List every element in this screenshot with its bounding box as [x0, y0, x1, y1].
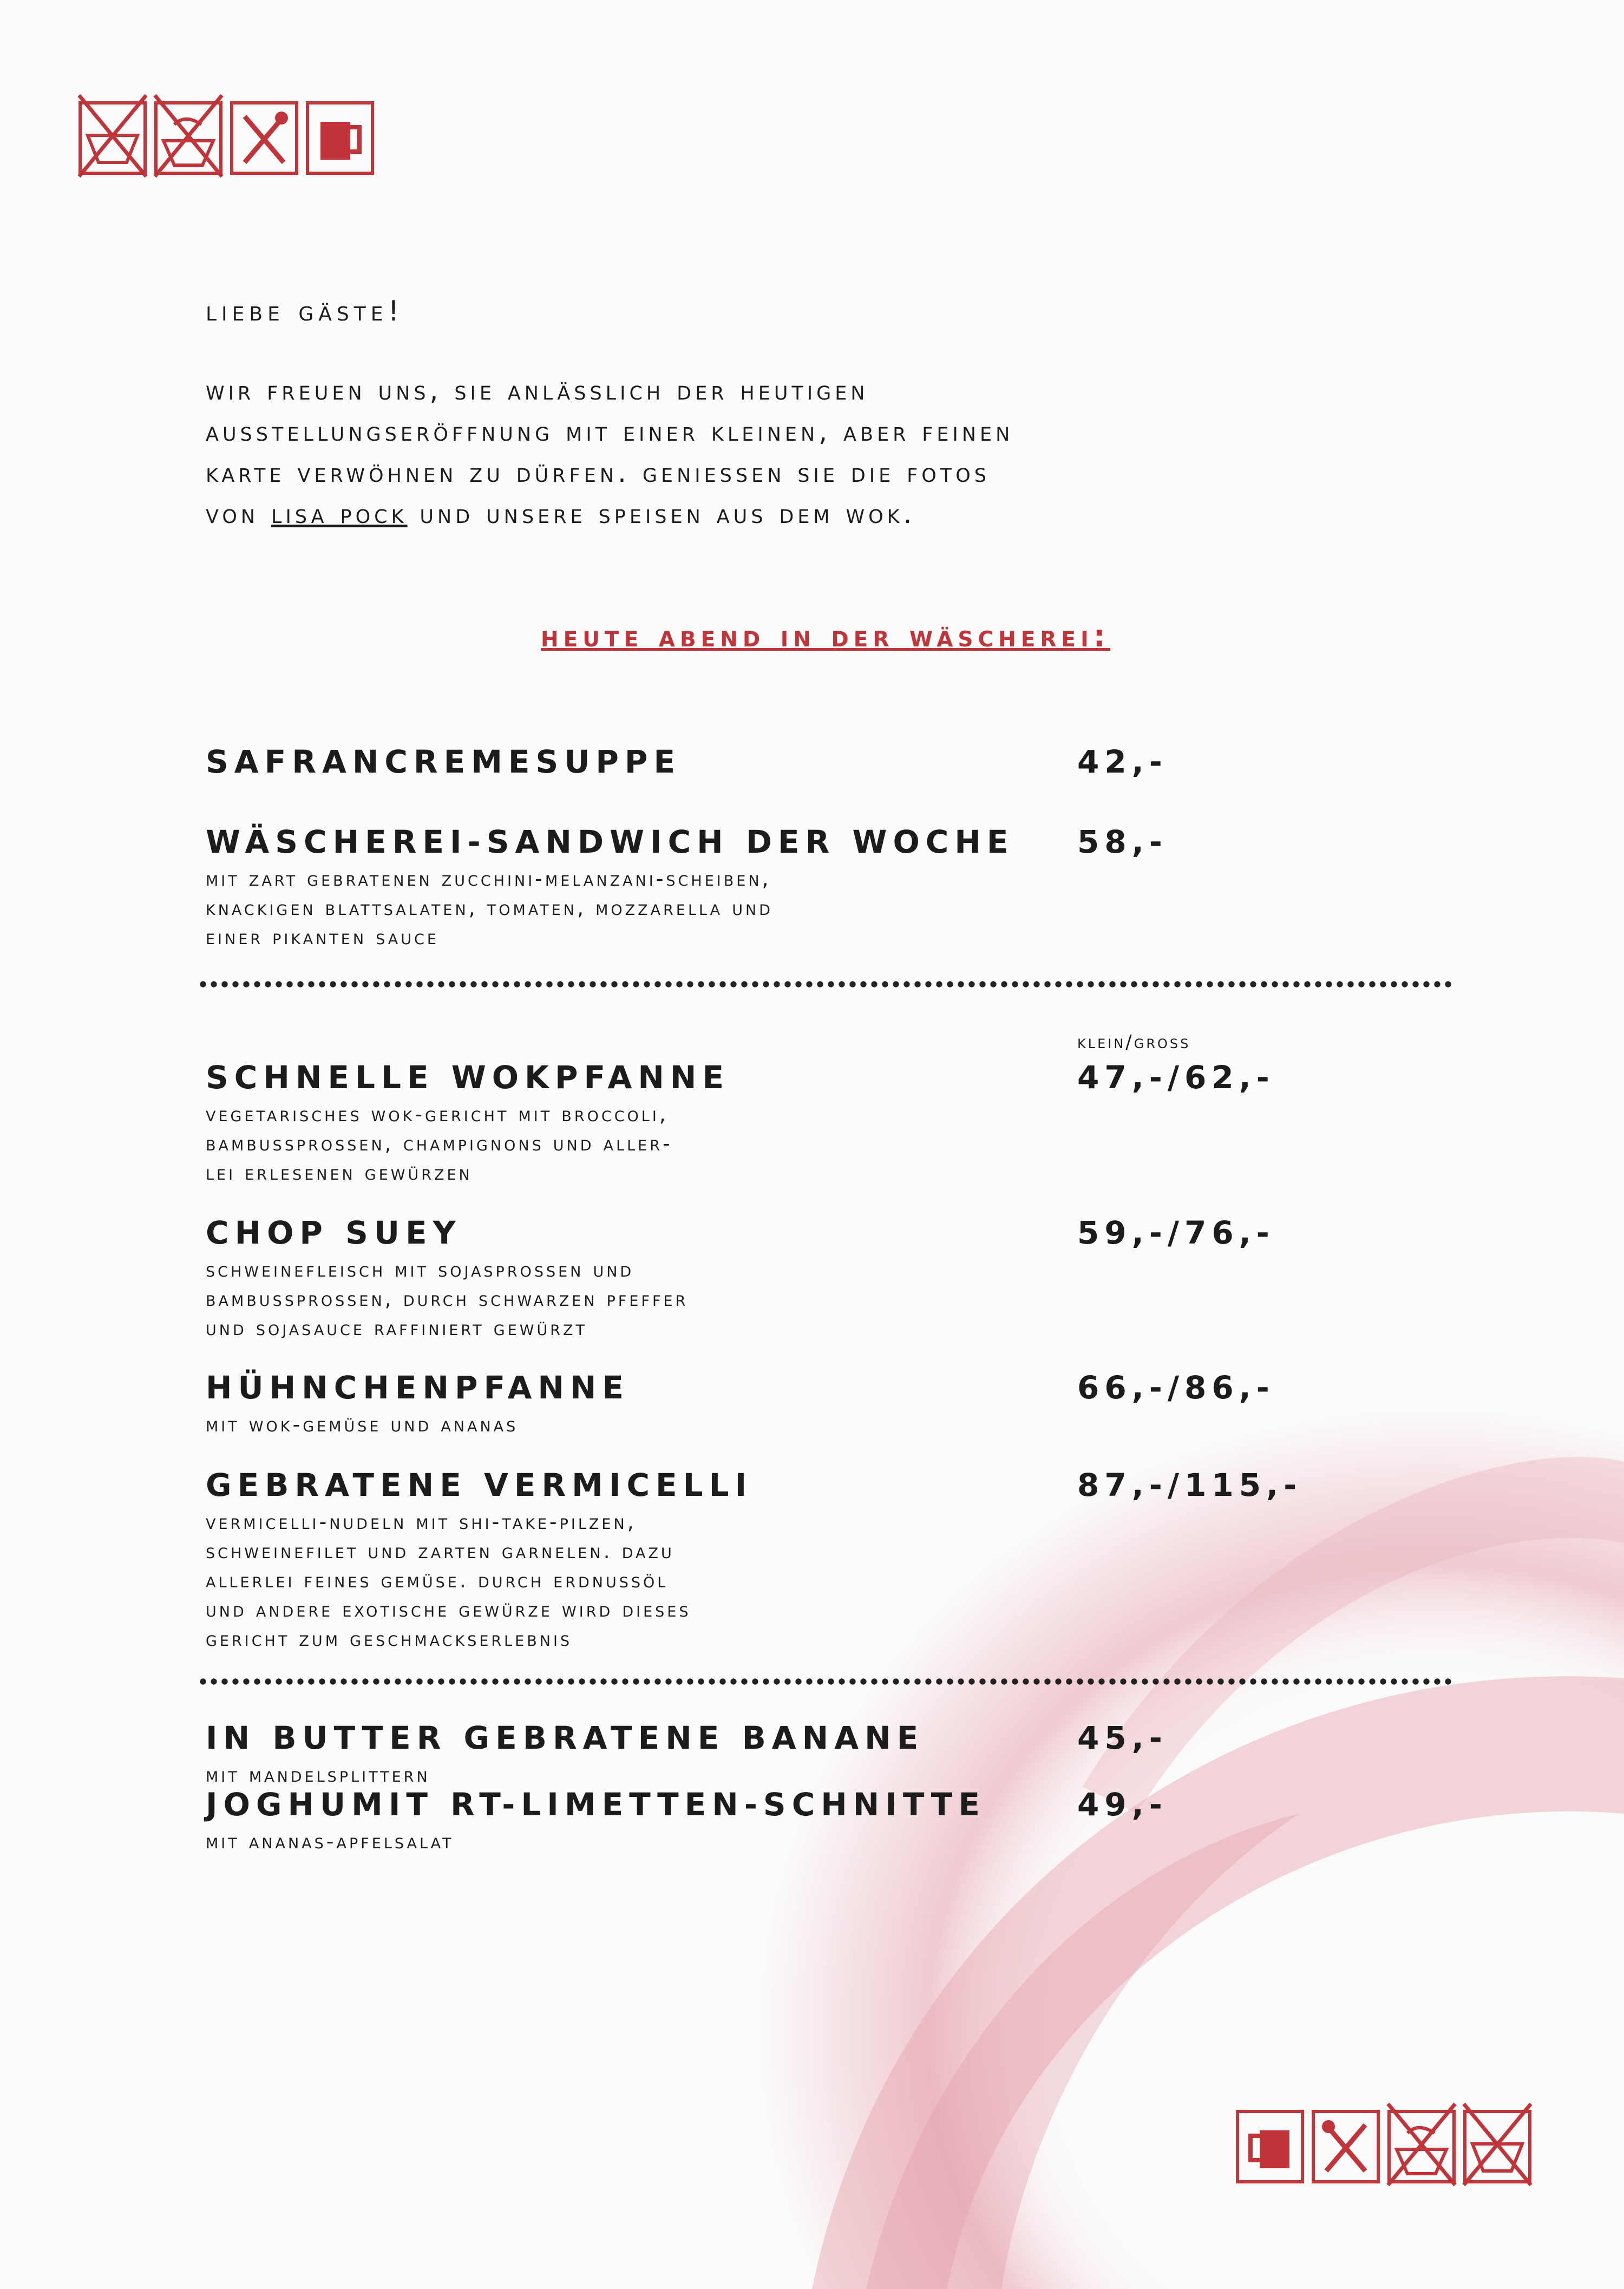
item-description-line: vegetarisches wok-gericht mit broccoli,: [206, 1102, 669, 1126]
item-name: HÜHNCHENPFANNE: [206, 1369, 630, 1406]
item-description-line: mit ananas-apfelsalat: [206, 1829, 454, 1853]
restaurant-icon: [228, 92, 300, 179]
item-price: 42,-: [1077, 743, 1168, 780]
restaurant-icon: [1310, 2101, 1381, 2187]
item-description-line: mit zart gebratenen zucchini-melanzani-scheiben,: [206, 867, 771, 891]
no-wash-icon: [77, 92, 148, 179]
item-description-line: allerlei feines gemüse. durch erdnussöl: [206, 1568, 669, 1592]
item-description-line: vermicelli-nudeln mit shi-take-pilzen,: [206, 1510, 637, 1534]
mug-icon: [304, 92, 376, 179]
item-price: 45,-: [1077, 1719, 1168, 1756]
item-description-line: mit mandelsplittern: [206, 1763, 430, 1787]
dotted-divider: [198, 1677, 1453, 1686]
item-description-line: gericht zum geschmackserlebnis: [206, 1627, 573, 1651]
item-name: CHOP SUEY: [206, 1214, 462, 1251]
item-price: 66,-/86,-: [1077, 1369, 1275, 1406]
item-price: 87,-/115,-: [1077, 1467, 1302, 1503]
item-description-line: schweinefilet und zarten garnelen. dazu: [206, 1539, 675, 1563]
item-name: SAFRANCREMESUPPE: [206, 743, 682, 780]
item-name: SCHNELLE WOKPFANNE: [206, 1059, 730, 1096]
care-icons-top: [77, 92, 376, 179]
intro-text: [206, 295, 1451, 534]
item-name: JOGHUMIT RT-LIMETTEN-SCHNITTE: [206, 1786, 986, 1823]
intro-line-2: ausstellungseröffnung mit einer kleinen, aber feinen: [206, 416, 1014, 447]
item-name: GEBRATENE VERMICELLI: [206, 1467, 753, 1503]
item-description-line: mit wok-gemüse und ananas: [206, 1412, 519, 1436]
item-description-line: knackigen blattsalaten, tomaten, mozzarella und: [206, 896, 773, 920]
item-description-line: bambussprossen, champignons und aller-: [206, 1132, 673, 1155]
greeting: liebe gäste!: [206, 295, 404, 328]
mug-icon: [1234, 2101, 1306, 2187]
no-hand-wash-icon: [1386, 2101, 1457, 2187]
item-price: 49,-: [1077, 1786, 1168, 1823]
item-price: 59,-/76,-: [1077, 1214, 1275, 1251]
item-description-line: schweinefleisch mit sojasprossen und: [206, 1258, 634, 1281]
item-description-line: und sojasauce raffiniert gewürzt: [206, 1316, 587, 1340]
no-wash-icon: [1462, 2101, 1533, 2187]
care-icons-bottom: [1234, 2101, 1533, 2187]
dotted-divider: [198, 980, 1453, 989]
item-price: 47,-/62,-: [1077, 1059, 1275, 1096]
intro-line-4-start: von: [206, 498, 271, 529]
item-description-line: lei erlesenen gewürzen: [206, 1161, 473, 1185]
menu-heading: heute abend in der wäscherei:: [541, 619, 1110, 654]
item-description-line: bambussprossen, durch schwarzen pfeffer: [206, 1287, 689, 1311]
item-name: WÄSCHEREI-SANDWICH DER WOCHE: [206, 823, 1014, 860]
item-description-line: einer pikanten sauce: [206, 925, 439, 949]
no-hand-wash-icon: [153, 92, 224, 179]
item-name: IN BUTTER GEBRATENE BANANE: [206, 1719, 925, 1756]
intro-line-4: [206, 493, 1451, 534]
artist-name: lisa pock: [271, 498, 408, 529]
size-header: klein/gross: [1077, 1031, 1191, 1053]
intro-line-1: wir freuen uns, sie anlässlich der heutigen: [206, 375, 869, 406]
intro-line-3: karte verwöhnen zu dürfen. geniessen sie die fotos: [206, 457, 990, 488]
item-price: 58,-: [1077, 823, 1168, 860]
intro-line-4-end: und unsere speisen aus dem wok.: [407, 498, 916, 529]
item-description-line: und andere exotische gewürze wird dieses: [206, 1598, 691, 1621]
